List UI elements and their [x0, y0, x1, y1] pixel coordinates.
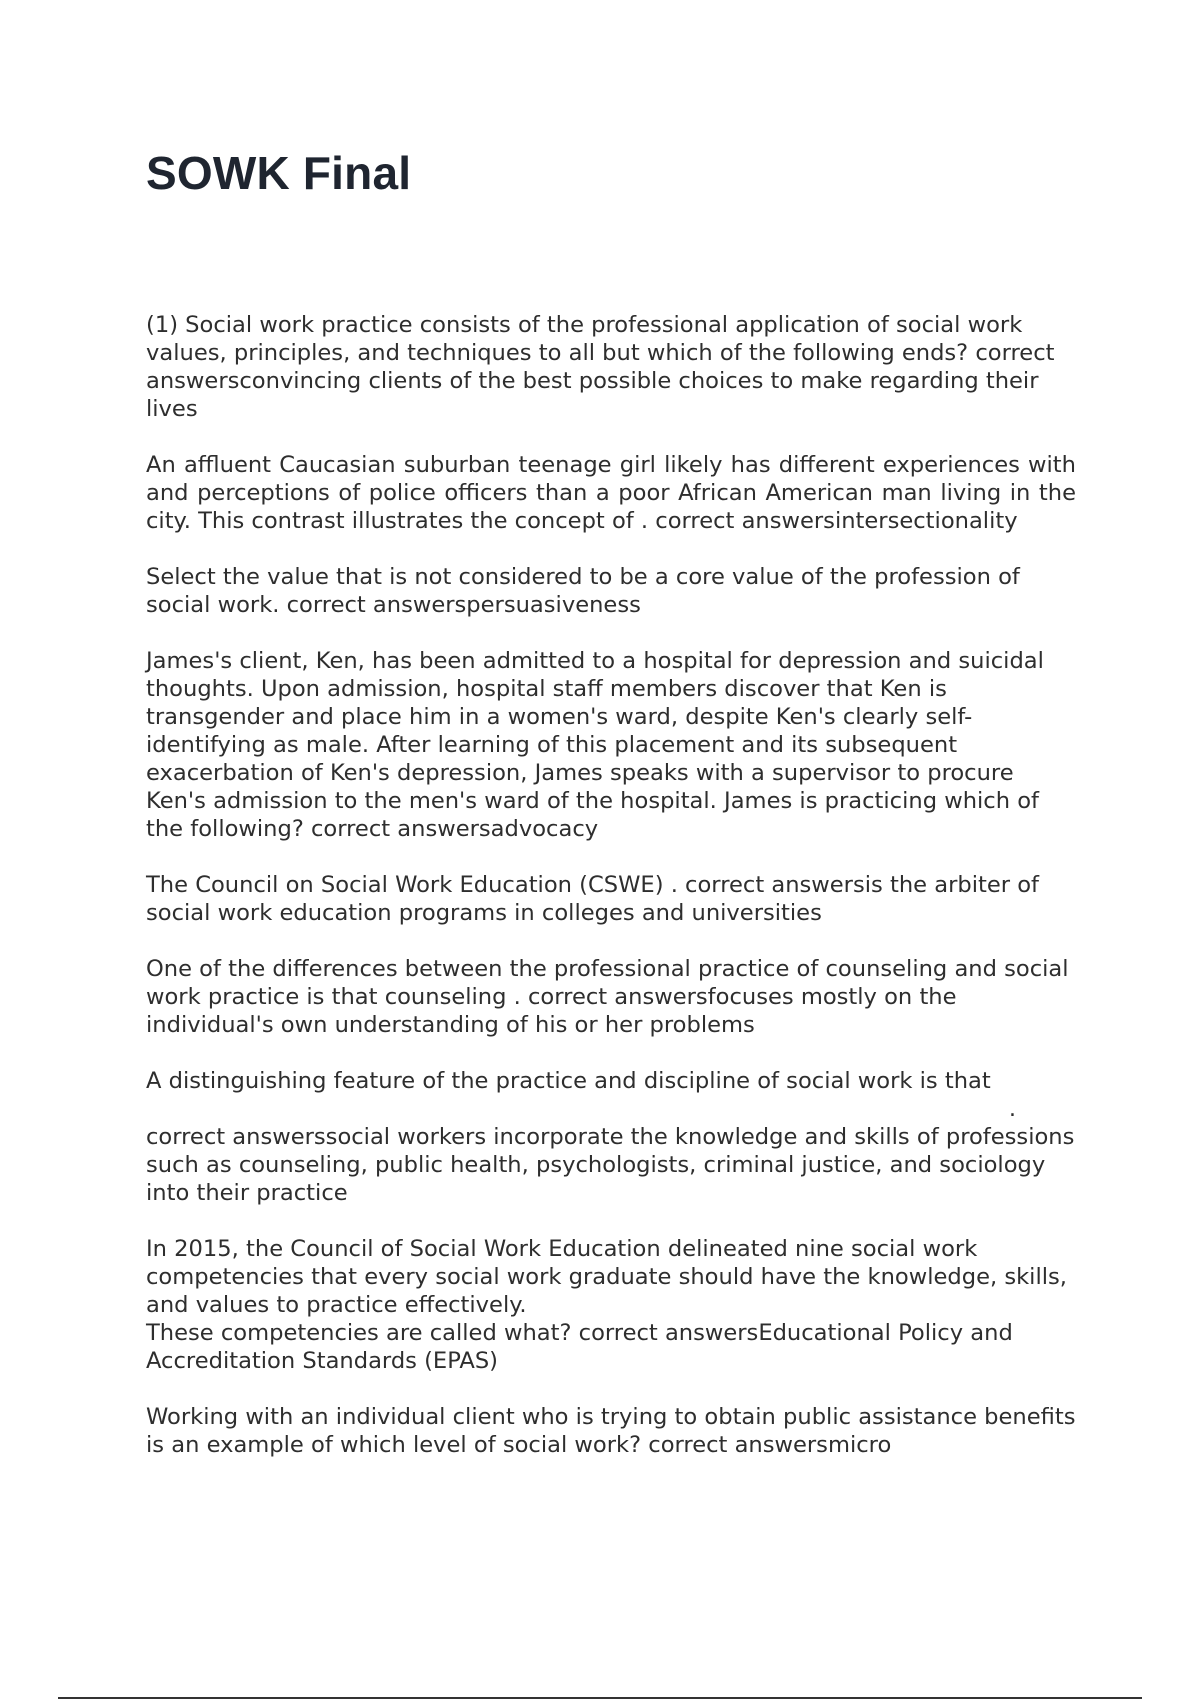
qa-item: Working with an individual client who is trying to obtain public assistance benefits is an example of which level of social work? correct answersmicro [146, 1404, 1076, 1458]
qa-item: An affluent Caucasian suburban teenage girl likely has different experiences with and perceptions of police officers than a poor African American man living in the city. This contrast illustrates the concept of . correct answersintersectionality [146, 452, 1076, 534]
qa-question: A distinguishing feature of the practice and discipline of social work is that [146, 1068, 991, 1094]
qa-item: James's client, Ken, has been admitted to a hospital for depression and suicidal thoughts. Upon admission, hospital staff members discover that Ken is transgender and place him in a women's ward, despite Ken's clearly self-identifying as male. After learning of this placement and its subsequent exacerbation of Ken's depression, James speaks with a supervisor to procure Ken's admission to the men's ward of the hospital. James is practicing which of the following? correct answersadvocacy [146, 648, 1044, 842]
page-title: SOWK Final [146, 147, 412, 199]
qa-blank [146, 1095, 1076, 1123]
document-body [146, 311, 1076, 1487]
qa-answer: correct answerssocial workers incorporate the knowledge and skills of professions such as counseling, public health, psychologists, criminal justice, and sociology into their practice [146, 1124, 1075, 1206]
footer-divider [58, 1697, 1142, 1699]
qa-item [146, 1067, 1076, 1207]
qa-item [146, 1235, 1076, 1375]
qa-item: The Council on Social Work Education (CSWE) . correct answersis the arbiter of social work education programs in colleges and universities [146, 872, 1039, 926]
qa-question: In 2015, the Council of Social Work Education delineated nine social work competencies that every social work graduate should have the knowledge, skills, and values to practice effectively. [146, 1236, 1067, 1318]
qa-item: (1) Social work practice consists of the professional application of social work values, principles, and techniques to all but which of the following ends? correct answersconvincing clients of the best possible choices to make regarding their lives [146, 312, 1055, 422]
blank-marker: . [1008, 1096, 1016, 1122]
qa-item: One of the differences between the professional practice of counseling and social work practice is that counseling . correct answersfocuses mostly on the individual's own understanding of his or her problems [146, 956, 1069, 1038]
qa-answer: These competencies are called what? correct answersEducational Policy and Accreditation Standards (EPAS) [146, 1320, 1013, 1374]
qa-item: Select the value that is not considered to be a core value of the profession of social work. correct answerspersuasiveness [146, 564, 1020, 618]
